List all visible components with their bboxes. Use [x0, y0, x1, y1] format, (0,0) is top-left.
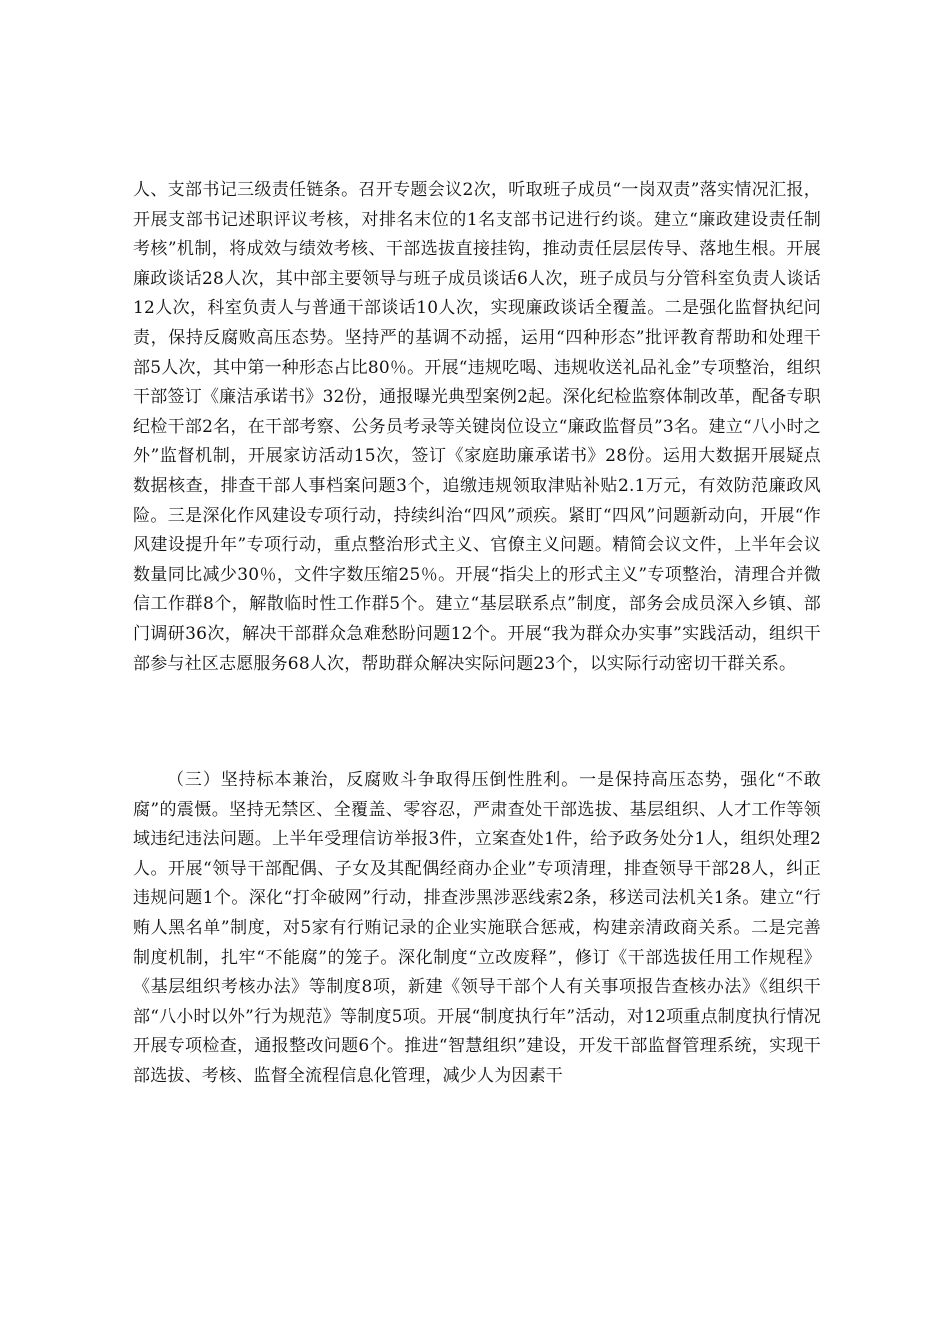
body-paragraph-1: 人、支部书记三级责任链条。召开专题会议2次，听取班子成员“一岗双责”落实情况汇报，开展支部书记述职评议考核，对排名末位的1名支部书记进行约谈。建立“廉政建设责任制考核”机制，将成效与绩效考核、干部选拔直接挂钩，推动责任层层传导、落地生根。开展廉政谈话28人次，其中部主要领导与班子成员谈话6人次，班子成员与分管科室负责人谈话12人次，科室负责人与普通干部谈话10人次，实现廉政谈话全覆盖。二是强化监督执纪问责，保持反腐败高压态势。坚持严的基调不动摇，运用“四种形态”批评教育帮助和处理干部5人次，其中第一种形态占比80％。开展“违规吃喝、违规收送礼品礼金”专项整治，组织干部签订《廉洁承诺书》32份，通报曝光典型案例2起。深化纪检监察体制改革，配备专职纪检干部2名，在干部考察、公务员考录等关键岗位设立“廉政监督员”3名。建立“八小时之外”监督机制，开展家访活动15次，签订《家庭助廉承诺书》28份。运用大数据开展疑点数据核查，排查干部人事档案问题3个，追缴违规领取津贴补贴2.1万元，有效防范廉政风险。三是深化作风建设专项行动，持续纠治“四风”顽疾。紧盯“四风”问题新动向，开展“作风建设提升年”专项行动，重点整治形式主义、官僚主义问题。精简会议文件，上半年会议数量同比减少30％，文件字数压缩25％。开展“指尖上的形式主义”专项整治，清理合并微信工作群8个，解散临时性工作群5个。建立“基层联系点”制度，部务会成员深入乡镇、部门调研36次，解决干部群众急难愁盼问题12个。开展“我为群众办实事”实践活动，组织干部参与社区志愿服务68人次，帮助群众解决实际问题23个，以实际行动密切干群关系。 — [133, 180, 821, 674]
body-paragraph-2: （三）坚持标本兼治，反腐败斗争取得压倒性胜利。一是保持高压态势，强化“不敢腐”的震慑。坚持无禁区、全覆盖、零容忍，严肃查处干部选拔、基层组织、人才工作等领域违纪违法问题。上半年受理信访举报3件，立案查处1件，给予政务处分1人，组织处理2人。开展“领导干部配偶、子女及其配偶经商办企业”专项清理，排查领导干部28人，纠正违规问题1个。深化“打伞破网”行动，排查涉黑涉恶线索2条，移送司法机关1条。建立“行贿人黑名单”制度，对5家有行贿记录的企业实施联合惩戒，构建亲清政商关系。二是完善制度机制，扎牢“不能腐”的笼子。深化制度“立改废释”，修订《干部选拔任用工作规程》《基层组织考核办法》等制度8项，新建《领导干部个人有关事项报告查核办法》《组织干部“八小时以外”行为规范》等制度5项。开展“制度执行年”活动，对12项重点制度执行情况开展专项检查，通报整改问题6个。推进“智慧组织”建设，开发干部监督管理系统，实现干部选拔、考核、监督全流程信息化管理，减少人为因素干 — [133, 770, 821, 1086]
